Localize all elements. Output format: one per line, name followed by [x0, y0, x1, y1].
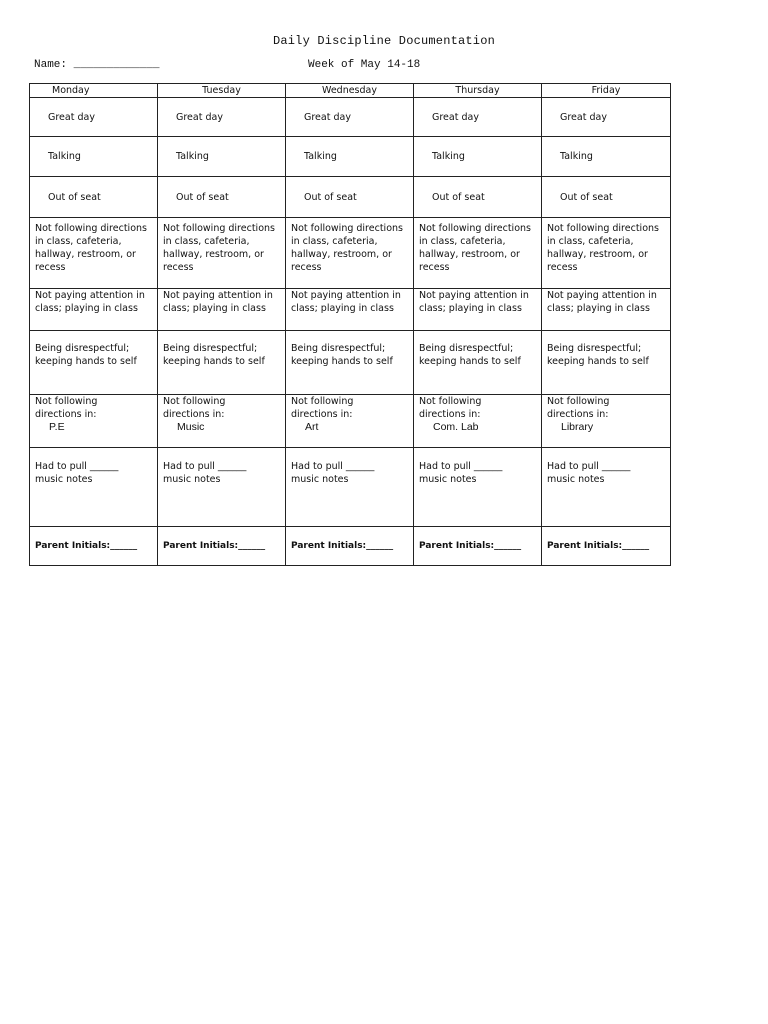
cell-line: directions in: — [419, 409, 481, 420]
specials-cell — [158, 395, 286, 448]
cell-line: class; playing in class — [547, 303, 650, 314]
cell-line: music notes — [547, 474, 605, 485]
disrespectful-cell — [414, 331, 542, 395]
cell-line: Had to pull ______ — [163, 461, 247, 472]
cell-line: Not following — [163, 396, 226, 407]
cell-line: Not paying attention in — [163, 290, 273, 301]
great-day-row — [30, 98, 671, 137]
talking-row — [30, 137, 671, 177]
cell-line: Not paying attention in — [419, 290, 529, 301]
talking-label: Talking — [176, 151, 209, 162]
talking-label: Talking — [560, 151, 593, 162]
week-label: Week of May 14-18 — [308, 59, 421, 71]
day-header — [30, 84, 671, 98]
talking-cell — [542, 137, 671, 177]
cell-line: hallway, restroom, or — [419, 249, 520, 260]
talking-cell — [414, 137, 542, 177]
discipline-table — [29, 83, 671, 566]
cell-line: recess — [291, 262, 322, 273]
cell-line: music notes — [163, 474, 221, 485]
not-following-cell — [414, 218, 542, 289]
great-day-cell — [414, 98, 542, 137]
parent-initials-cell — [158, 527, 286, 566]
cell-line: hallway, restroom, or — [291, 249, 392, 260]
pull-notes-cell — [286, 448, 414, 527]
day-header — [158, 84, 286, 98]
cell-line: Not following directions — [547, 223, 659, 234]
out-of-seat-label: Out of seat — [560, 191, 613, 203]
out-of-seat-cell — [414, 177, 542, 218]
cell-line: directions in: — [163, 409, 225, 420]
name-field[interactable]: Name: _____________ — [34, 59, 160, 71]
cell-line: directions in: — [547, 409, 609, 420]
cell-line: keeping hands to self — [547, 356, 649, 367]
specials-cell — [286, 395, 414, 448]
cell-line: Not following directions — [163, 223, 275, 234]
not-following-cell — [30, 218, 158, 289]
disrespectful-cell — [158, 331, 286, 395]
great-day-label: Great day — [48, 111, 95, 123]
cell-line: Not following directions — [35, 223, 147, 234]
cell-line: keeping hands to self — [163, 356, 265, 367]
disrespectful-cell — [286, 331, 414, 395]
great-day-label: Great day — [176, 111, 223, 123]
cell-line: in class, cafeteria, — [163, 236, 250, 247]
not-following-cell — [286, 218, 414, 289]
disrespectful-row — [30, 331, 671, 395]
out-of-seat-row — [30, 177, 671, 218]
specials-cell — [30, 395, 158, 448]
out-of-seat-label: Out of seat — [432, 191, 485, 203]
document-title: Daily Discipline Documentation — [272, 34, 496, 48]
parent-initials-label[interactable]: Parent Initials:______ — [419, 540, 522, 551]
special-class-name: Music — [177, 421, 205, 433]
day-header-label: Tuesday — [202, 85, 241, 96]
talking-cell — [30, 137, 158, 177]
special-class-name: Com. Lab — [433, 421, 479, 433]
cell-line: keeping hands to self — [35, 356, 137, 367]
day-header-label: Wednesday — [321, 85, 377, 96]
cell-line: Had to pull ______ — [547, 461, 631, 472]
parent-initials-cell — [30, 527, 158, 566]
great-day-label: Great day — [432, 111, 479, 123]
cell-line: keeping hands to self — [419, 356, 521, 367]
cell-line: recess — [547, 262, 578, 273]
cell-line: Not following directions — [291, 223, 403, 234]
great-day-label: Great day — [304, 111, 351, 123]
parent-initials-cell — [414, 527, 542, 566]
disrespectful-cell — [542, 331, 671, 395]
parent-initials-cell — [286, 527, 414, 566]
cell-line: music notes — [419, 474, 477, 485]
cell-line: Not following — [35, 396, 98, 407]
cell-line: Not following — [419, 396, 482, 407]
cell-line: Being disrespectful; — [291, 343, 386, 354]
not-paying-attention-cell — [158, 289, 286, 331]
cell-line: Being disrespectful; — [547, 343, 642, 354]
not-following-row — [30, 218, 671, 289]
parent-initials-cell — [542, 527, 671, 566]
day-header — [414, 84, 542, 98]
great-day-label: Great day — [560, 111, 607, 123]
out-of-seat-cell — [158, 177, 286, 218]
talking-label: Talking — [304, 151, 337, 162]
specials-cell — [414, 395, 542, 448]
cell-line: keeping hands to self — [291, 356, 393, 367]
day-header — [286, 84, 414, 98]
cell-line: Had to pull ______ — [419, 461, 503, 472]
out-of-seat-label: Out of seat — [176, 191, 229, 203]
cell-line: Not paying attention in — [35, 290, 145, 301]
day-header-label: Monday — [52, 85, 90, 96]
out-of-seat-label: Out of seat — [304, 191, 357, 203]
not-paying-attention-cell — [542, 289, 671, 331]
cell-line: recess — [35, 262, 66, 273]
pull-notes-row — [30, 448, 671, 527]
parent-initials-label[interactable]: Parent Initials:______ — [163, 540, 266, 551]
cell-line: directions in: — [291, 409, 353, 420]
cell-line: music notes — [35, 474, 93, 485]
cell-line: Not paying attention in — [547, 290, 657, 301]
not-paying-attention-cell — [414, 289, 542, 331]
pull-notes-cell — [414, 448, 542, 527]
cell-line: recess — [163, 262, 194, 273]
out-of-seat-cell — [30, 177, 158, 218]
day-header — [542, 84, 671, 98]
great-day-cell — [542, 98, 671, 137]
talking-label: Talking — [48, 151, 81, 162]
cell-line: hallway, restroom, or — [547, 249, 648, 260]
pull-notes-cell — [542, 448, 671, 527]
cell-line: class; playing in class — [419, 303, 522, 314]
cell-line: hallway, restroom, or — [35, 249, 136, 260]
specials-cell — [542, 395, 671, 448]
cell-line: Being disrespectful; — [35, 343, 130, 354]
special-class-name: Art — [305, 421, 319, 433]
parent-initials-label[interactable]: Parent Initials:______ — [35, 540, 138, 551]
cell-line: class; playing in class — [35, 303, 138, 314]
great-day-cell — [30, 98, 158, 137]
cell-line: recess — [419, 262, 450, 273]
cell-line: Being disrespectful; — [419, 343, 514, 354]
cell-line: hallway, restroom, or — [163, 249, 264, 260]
talking-label: Talking — [432, 151, 465, 162]
not-following-cell — [158, 218, 286, 289]
not-paying-attention-cell — [30, 289, 158, 331]
cell-line: in class, cafeteria, — [547, 236, 634, 247]
great-day-cell — [286, 98, 414, 137]
talking-cell — [286, 137, 414, 177]
pull-notes-cell — [30, 448, 158, 527]
cell-line: in class, cafeteria, — [419, 236, 506, 247]
cell-line: Had to pull ______ — [291, 461, 375, 472]
cell-line: Being disrespectful; — [163, 343, 258, 354]
not-paying-attention-cell — [286, 289, 414, 331]
cell-line: class; playing in class — [291, 303, 394, 314]
cell-line: music notes — [291, 474, 349, 485]
out-of-seat-cell — [542, 177, 671, 218]
cell-line: Not following — [291, 396, 354, 407]
cell-line: Not following — [547, 396, 610, 407]
special-class-name: Library — [561, 421, 594, 433]
parent-initials-row — [30, 527, 671, 566]
great-day-cell — [158, 98, 286, 137]
cell-line: class; playing in class — [163, 303, 266, 314]
disrespectful-cell — [30, 331, 158, 395]
cell-line: in class, cafeteria, — [291, 236, 378, 247]
pull-notes-cell — [158, 448, 286, 527]
specials-row — [30, 395, 671, 448]
cell-line: in class, cafeteria, — [35, 236, 122, 247]
cell-line: directions in: — [35, 409, 97, 420]
day-header-label: Thursday — [455, 85, 500, 96]
special-class-name: P.E — [49, 421, 65, 433]
parent-initials-label[interactable]: Parent Initials:______ — [291, 540, 394, 551]
not-paying-attention-row — [30, 289, 671, 331]
day-header-label: Friday — [591, 85, 621, 96]
parent-initials-label[interactable]: Parent Initials:______ — [547, 540, 650, 551]
cell-line: Had to pull ______ — [35, 461, 119, 472]
cell-line: Not paying attention in — [291, 290, 401, 301]
day-header — [30, 84, 158, 98]
cell-line: Not following directions — [419, 223, 531, 234]
talking-cell — [158, 137, 286, 177]
out-of-seat-label: Out of seat — [48, 191, 101, 203]
out-of-seat-cell — [286, 177, 414, 218]
not-following-cell — [542, 218, 671, 289]
